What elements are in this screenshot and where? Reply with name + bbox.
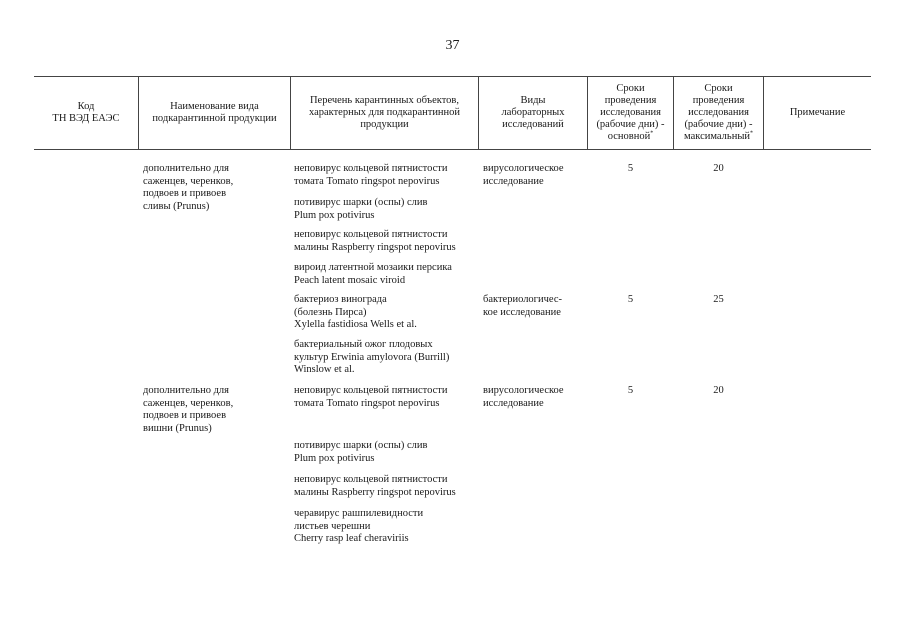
- term-basic-value: 5: [627, 163, 634, 174]
- quarantine-object: бактериоз винограда (болезнь Пирса) Xylella fastidiosa Wells et al.: [294, 294, 417, 331]
- quarantine-object: вироид латентной мозаики персика Peach latent mosaic viroid: [294, 262, 452, 286]
- quarantine-object: бактериальный ожог плодовых культур Erwinia amylovora (Burrill) Winslow et al.: [294, 339, 450, 376]
- quarantine-object: черавирус рашпилевидности листьев черешни Cherry rasp leaf cheraviriis: [294, 508, 424, 545]
- header-code: [34, 77, 138, 148]
- term-max-value: 20: [713, 163, 724, 174]
- product-name: дополнительно для саженцев, черенков, подвоев и привоев сливы (Prunus): [143, 163, 234, 212]
- term-basic-value: 5: [627, 385, 634, 396]
- footnote-mark: *: [750, 130, 753, 136]
- quarantine-object: потивирус шарки (оспы) слив Plum pox potivirus: [294, 197, 428, 221]
- header-objects-text: Перечень карантинных объектов, характерных для подкарантинной продукции: [308, 94, 461, 130]
- lab-method: бактериологичес- кое исследование: [483, 294, 562, 318]
- lab-method: вирусологическое исследование: [483, 385, 564, 409]
- header-note-text: Примечание: [789, 106, 846, 118]
- header-lab: [479, 77, 587, 148]
- term-max-value: 20: [713, 385, 724, 396]
- header-term-basic: [588, 77, 673, 148]
- quarantine-object: неповирус кольцевой пятнистости малины Raspberry ringspot nepovirus: [294, 474, 456, 498]
- header-code-text: Код ТН ВЭД ЕАЭС: [52, 100, 120, 124]
- header-product: [139, 77, 290, 148]
- header-term-basic-text: Сроки проведения исследования (рабочие дни) - основной: [596, 82, 665, 142]
- quarantine-object: неповирус кольцевой пятнистости томата Tomato ringspot nepovirus: [294, 163, 448, 187]
- quarantine-object: потивирус шарки (оспы) слив Plum pox potivirus: [294, 440, 428, 464]
- lab-method: вирусологическое исследование: [483, 163, 564, 187]
- header-term-max-text: Сроки проведения исследования (рабочие дни) - максимальный: [684, 82, 753, 142]
- header-term-max: [674, 77, 763, 148]
- footnote-mark: *: [650, 130, 654, 136]
- term-basic-value: 5: [627, 294, 634, 305]
- header-note: [764, 77, 871, 148]
- header-lab-text: Виды лабораторных исследований: [501, 94, 565, 130]
- table-header-bottom-rule: [34, 149, 871, 150]
- quarantine-object: неповирус кольцевой пятнистости томата Tomato ringspot nepovirus: [294, 385, 448, 409]
- header-objects: [291, 77, 478, 148]
- header-product-text: Наименование вида подкарантинной продукции: [152, 100, 277, 124]
- product-name: дополнительно для саженцев, черенков, подвоев и привоев вишни (Prunus): [143, 385, 234, 434]
- page-number: 37: [445, 38, 460, 53]
- quarantine-object: неповирус кольцевой пятнистости малины Raspberry ringspot nepovirus: [294, 229, 456, 253]
- term-max-value: 25: [713, 294, 724, 305]
